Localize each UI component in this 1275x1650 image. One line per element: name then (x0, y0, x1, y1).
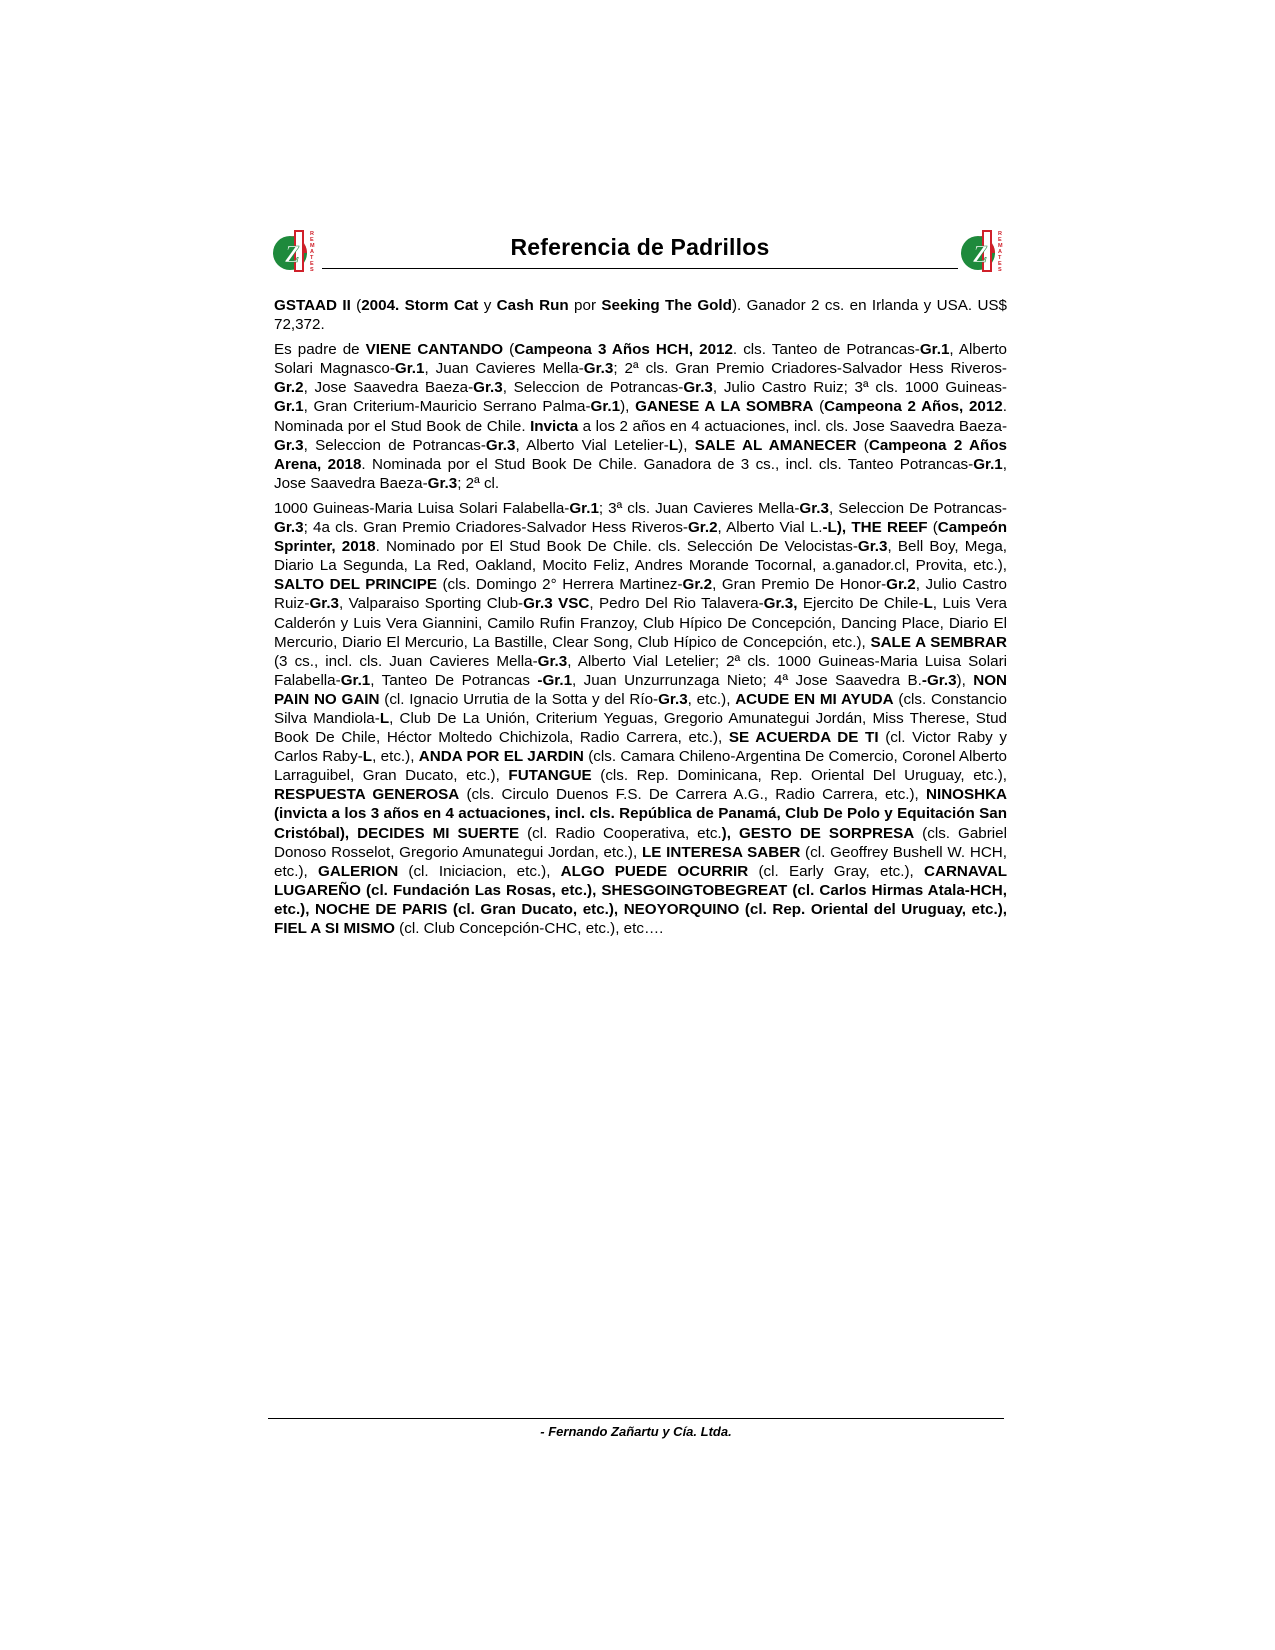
bold-text-run: Gr.3 (537, 652, 568, 670)
footer-rule (268, 1418, 1004, 1419)
text-run: , Seleccion de Potrancas- (502, 379, 684, 397)
text-run: , Seleccion De Potrancas- (828, 499, 1007, 517)
svg-text:R: R (310, 231, 314, 237)
text-run: , Gran Premio De Honor- (712, 576, 887, 594)
svg-text:A: A (998, 249, 1002, 255)
bold-text-run: -Gr.1 (537, 671, 573, 689)
text-run: , Tanteo De Potrancas (370, 671, 538, 689)
bold-text-run: LE INTERESA SABER (641, 843, 801, 861)
bold-text-run: ANDA POR EL JARDIN (418, 748, 584, 766)
bold-text-run: GALERION (318, 862, 399, 880)
text-run: , Juan Cavieres Mella- (424, 360, 584, 378)
text-run: , Julio Castro Ruiz; 3ª cls. 1000 Guineas- (712, 379, 1007, 397)
text-run: ), (620, 398, 636, 416)
text-run: (cl. Geoffrey Bushell W. HCH, etc.), (274, 843, 1007, 880)
text-run: ), (678, 436, 695, 454)
text-run: (cl. Early Gray, etc.), (748, 862, 925, 880)
text-run: (cls. Circulo Duenos F.S. De Carrera A.G., Radio Carrera, etc.), (459, 786, 926, 804)
text-run: ( (856, 436, 869, 454)
text-run: , Gran Criterium-Mauricio Serrano Palma- (303, 398, 591, 416)
bold-text-run: ALGO PUEDE OCURRIR (560, 862, 749, 880)
bold-text-run: ACUDE EN MI AYUDA (735, 690, 894, 708)
text-run: , etc.), (372, 748, 419, 766)
text-run: , etc.), (687, 690, 736, 708)
text-run: 1000 Guineas-Maria Luisa Solari Falabella- (274, 499, 570, 517)
bold-text-run: Campeona 2 Años Arena, 2018 (274, 436, 1007, 473)
bold-text-run: NINOSHKA (invicta a los 3 años en 4 actuaciones, incl. cls. República de Panamá, Club De Polo y Equitación San Cristóbal), DECIDES MI SUERTE (274, 786, 1008, 842)
bold-text-run: Gr.3 (658, 690, 688, 708)
bold-text-run: SALTO DEL PRINCIPE (274, 576, 437, 594)
text-run: ( (927, 519, 938, 537)
bold-text-run: FUTANGUE (508, 767, 592, 785)
svg-text:E: E (310, 261, 314, 267)
bold-text-run: SE ACUERDA DE TI (728, 729, 879, 747)
bold-text-run: Gr.3 (857, 538, 888, 556)
text-run: por (568, 297, 602, 314)
text-run: (3 cs., incl. cls. Juan Cavieres Mella- (274, 652, 538, 670)
text-run: , Juan Unzurrunzaga Nieto; 4ª Jose Saavedra B. (572, 671, 922, 689)
bold-text-run: Gr.3 (274, 436, 304, 454)
text-run: , Alberto Solari Magnasco- (274, 341, 1007, 378)
text-run: ; 4a cls. Gran Premio Criadores-Salvador Hess Riveros- (303, 519, 688, 537)
bold-text-run: Campeón Sprinter, 2018 (274, 519, 1007, 556)
text-run: Es padre de (274, 341, 366, 359)
page-title: Referencia de Padrillos (510, 234, 770, 260)
bold-text-run: Gr.2 (682, 576, 713, 594)
bold-text-run: Gr.3 VSC (523, 595, 590, 613)
text-run: (cl. Radio Cooperativa, etc. (519, 824, 722, 842)
text-run: , Seleccion de Potrancas- (303, 436, 486, 454)
bold-text-run: Cash Run (496, 297, 569, 314)
bold-text-run: Campeona 3 Años HCH, 2012 (514, 341, 733, 359)
bold-text-run: L (362, 748, 373, 766)
text-run: a los 2 años en 4 actuaciones, incl. cls. Jose Saavedra Baeza- (578, 417, 1007, 435)
text-run: Ejercito De Chile- (797, 595, 924, 613)
svg-text:Z: Z (973, 242, 988, 268)
bold-text-run: Gr.3 (485, 436, 516, 454)
bold-text-run: Invicta (530, 417, 579, 435)
bold-text-run: Gr.3 (799, 499, 829, 517)
text-run: ; 2ª cls. Gran Premio Criadores-Salvador Hess Riveros- (613, 360, 1007, 378)
text-run: ; 3ª cls. Juan Cavieres Mella- (598, 499, 800, 517)
progeny-paragraph (274, 340, 1007, 493)
bold-text-run: VIENE CANTANDO (365, 341, 504, 359)
text-run: ( (813, 398, 825, 416)
bold-text-run: L (379, 709, 390, 727)
text-run: . Nominada por el Stud Book de Chile. (274, 398, 1007, 435)
svg-text:M: M (310, 243, 315, 249)
bold-text-run: RESPUESTA GENEROSA (274, 786, 460, 804)
text-run: . Nominado por El Stud Book De Chile. cls. Selección De Velocistas- (375, 538, 858, 556)
bold-text-run: GSTAAD II (274, 297, 351, 314)
bold-text-run: -L), (822, 519, 847, 537)
bold-text-run: ), GESTO DE SORPRESA (721, 824, 915, 842)
bold-text-run: Seeking The Gold (601, 297, 732, 314)
bold-text-run: Gr.3 (583, 360, 614, 378)
text-run: ; 2ª cl. (457, 474, 500, 492)
bold-text-run: L (668, 436, 679, 454)
svg-text:E: E (998, 237, 1002, 243)
text-run: ). Ganador 2 cs. en Irlanda y USA. US$ 72,372. (274, 297, 1007, 334)
text-run: , Jose Saavedra Baeza- (303, 379, 474, 397)
bold-text-run: Gr.2 (687, 519, 718, 537)
bold-text-run: CARNAVAL LUGAREÑO (cl. Fundación Las Rosas, etc.), SHESGOINGTOBEGREAT (cl. Carlos Hirmas Atala-HCH, etc.), NOCHE DE PARIS (cl. Gran Ducato, etc.), NEOYORQUINO (cl. Rep. Oriental del Uruguay, etc.), FIEL A SI MISMO (274, 862, 1007, 937)
header-rule (322, 268, 958, 269)
svg-text:Z: Z (285, 242, 300, 268)
bold-text-run: Gr.3 (274, 519, 304, 537)
svg-text:E: E (998, 261, 1002, 267)
bold-text-run: GANESE A LA SOMBRA (635, 398, 814, 416)
svg-text:S: S (310, 267, 314, 273)
text-run: ( (503, 341, 515, 359)
text-run: , Pedro Del Rio Talavera- (589, 595, 764, 613)
bold-text-run: Gr.3 (683, 379, 713, 397)
text-run: (cl. Victor Raby y Carlos Raby- (274, 729, 1007, 766)
text-run: (cls. Constancio Silva Mandiola- (274, 690, 1007, 727)
svg-text:M: M (998, 243, 1003, 249)
svg-text:T: T (310, 255, 314, 261)
bold-text-run: Gr.1 (394, 360, 425, 378)
bold-text-run: Gr.3 (427, 474, 458, 492)
svg-text:S: S (998, 267, 1002, 273)
bold-text-run: SALE A SEMBRAR (870, 633, 1007, 651)
bold-text-run: Gr.1 (569, 499, 599, 517)
text-run: y (478, 297, 497, 314)
footer-company: - Fernando Zañartu y Cía. Ltda. (540, 1424, 732, 1439)
stallion-summary-paragraph (274, 296, 1007, 334)
text-run: , Alberto Vial L. (717, 519, 823, 537)
text-run: (cls. Gabriel Donoso Rosselot, Gregorio Amunategui Jordan, etc.), (274, 824, 1007, 861)
bold-text-run: NON PAIN NO GAIN (274, 671, 1007, 708)
text-run: (cls. Rep. Dominicana, Rep. Oriental Del Uruguay, etc.), (591, 767, 1007, 785)
bold-text-run: Gr.1 (274, 398, 304, 416)
progeny-continued-paragraph (274, 499, 1007, 938)
bold-text-run: Gr.3 (473, 379, 503, 397)
bold-text-run: Gr.1 (590, 398, 621, 416)
bold-text-run: THE REEF (851, 519, 928, 537)
text-run: , Luis Vera Calderón y Luis Vera Giannini, Camilo Rufin Franzoy, Club Hípico De Concepción, Dancing Place, Diario El Mercurio, Diario El Mercurio, La Bastille, Clear Song, Club Hípico de Concepción, etc.), (274, 595, 1008, 651)
stallion-reference-body (274, 296, 1007, 944)
bold-text-run: Gr.1 (973, 455, 1003, 473)
svg-text:T: T (998, 255, 1002, 261)
page-header (270, 226, 1010, 280)
svg-text:A: A (310, 249, 314, 255)
text-run: ), (956, 671, 974, 689)
text-run: , Club De La Unión, Criterium Yeguas, Gregorio Amunategui Jordán, Miss Therese, Stud Book De Chile, Héctor Moltedo Chichizola, Radio Carrera, etc.), (274, 709, 1007, 747)
bold-text-run: Gr.1 (919, 341, 950, 359)
svg-text:E: E (310, 237, 314, 243)
text-run: (cl. Iniciacion, etc.), (398, 862, 561, 880)
text-run: , Alberto Vial Letelier- (515, 436, 669, 454)
svg-text:R: R (998, 231, 1002, 237)
text-run: , Valparaiso Sporting Club- (339, 595, 524, 613)
text-run: , Julio Castro Ruiz- (274, 576, 1007, 613)
bold-text-run: Gr.3, (763, 595, 798, 613)
bold-text-run: Gr.2 (274, 379, 304, 397)
bold-text-run: 2004. Storm Cat (361, 297, 479, 314)
text-run: (cl. Club Concepción-CHC, etc.), etc…. (394, 920, 664, 937)
bold-text-run: Campeona 2 Años, 2012 (824, 398, 1003, 416)
text-run: , Alberto Vial Letelier; 2ª cls. 1000 Guineas-Maria Luisa Solari Falabella- (274, 652, 1007, 689)
bold-text-run: Gr.3 (309, 595, 340, 613)
bold-text-run: Gr.2 (886, 576, 916, 594)
text-run: , Bell Boy, Mega, Diario La Segunda, La Red, Oakland, Mocito Feliz, Andres Morande Tocornal, a.ganador.cl, Provita, etc.), (274, 538, 1008, 575)
text-run: (cl. Ignacio Urrutia de la Sotta y del Río- (379, 690, 659, 708)
bold-text-run: SALE AL AMANECER (694, 436, 857, 454)
text-run: (cls. Domingo 2° Herrera Martinez- (436, 576, 683, 594)
text-run: . Nominada por el Stud Book De Chile. Ganadora de 3 cs., incl. cls. Tanteo Potrancas- (361, 455, 974, 473)
bold-text-run: -Gr.3 (921, 671, 957, 689)
text-run: , Jose Saavedra Baeza- (274, 455, 1007, 492)
text-run: (cls. Camara Chileno-Argentina De Comercio, Coronel Alberto Larraguibel, Gran Ducato, etc.), (274, 748, 1007, 785)
zr-remates-logo-icon (958, 226, 1010, 276)
bold-text-run: L (923, 595, 933, 613)
bold-text-run: Gr.1 (340, 671, 371, 689)
text-run: . cls. Tanteo de Potrancas- (732, 341, 920, 359)
text-run: ( (350, 297, 362, 314)
